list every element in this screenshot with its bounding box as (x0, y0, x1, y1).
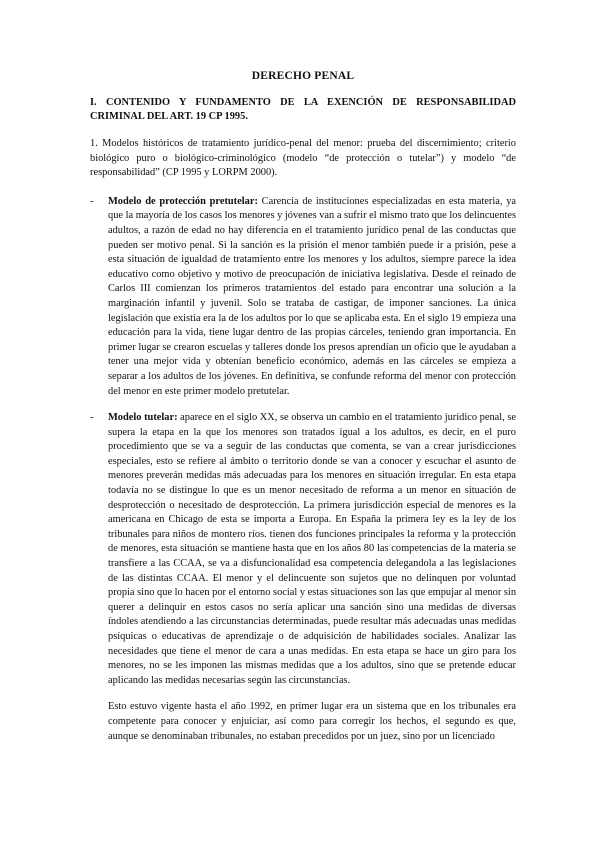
section-heading: I. CONTENIDO Y FUNDAMENTO DE LA EXENCIÓN DE RESPONSABILIDAD CRIMINAL DEL ART. 19 CP 1995. (90, 97, 516, 122)
document-title: DERECHO PENAL (251, 70, 355, 82)
bullet-dash: - (90, 412, 94, 424)
bullet-term: Modelo tutelar: (108, 412, 178, 424)
intro-paragraph: 1. Modelos históricos de tratamiento jurídico-penal del menor: prueba del discernimiento; criterio biológico puro o biológico-criminológico (modelo “de protección o tutelar”) y modelo “de responsabilidad” (CP 1995 y LORPM 2000). (90, 138, 516, 179)
bullet-term: Modelo de protección pretutelar: (108, 195, 258, 207)
bullet-text: Carencia de instituciones especializadas en esta materia, ya que la mayoría de los casos los menores y jóvenes van a sufrir el mismo trato que los delincuentes adultos, a razón de edad no hay diferencia en el tratamiento jurídico penal de las conductas que pueden ser motivo penal. Si la sanción es la prisión el menor también puede ir a prisión, pese a esta situación de igualdad de tratamiento entre los menores y los adultos, siempre parece la idea educativo como objetivo y motivo de preocupación de iniciativa legislativa. Desde el reinado de Carlos III comienzan los primeros tratamientos del estado para encontrar una solución a la marginación infantil y juvenil. Solo se trataba de castigar, de imponer sanciones. La única legislación que existía era la de los adultos por lo que se aplicaba esta. En el siglo 19 empieza una educación para la vida, tiene lugar dentro de las propias cárceles, teniendo gran importancia. En primer lugar se crearon escuelas y talleres donde los presos aprendían un oficio que le ayudaban a tener una mejor vida y obtenían beneficio económico, además en las cárceles se empieza a separar a los adultos de los jóvenes. En definitiva, se confunde reforma del menor con protección del menor en este primer modelo pretutelar. (108, 195, 517, 397)
bullet-pretutelar (90, 195, 516, 399)
bullet-tutelar (90, 411, 516, 688)
bullet-dash: - (90, 195, 94, 207)
bullet-text: aparece en el siglo XX, se observa un cambio en el tratamiento jurídico penal, se supera la etapa en la que los menores son tratados igual a los adultos, es decir, en el puro procedimiento que se va a seguir de las conductas que comenta, se van a crear jurisdicciones especiales, esto se refiere al ámbito o territorio donde se van a conocer y escuchar el asunto de menores preverán medidas más adecuadas para los menores en situación irregular. En esta etapa todavía no se distingue lo que es un menor necesitado de reforma a un menor en situación de desprotección o necesitado de desprotección. La primera jurisdicción especial de menores es la americana en Chicago de esta se importa a Europa. En España la primera ley es la ley de los tribunales para niños de montero ríos. tienen dos funciones principales la reforma y la protección de menores, esta situación se mantiene hasta que en los años 80 las competencias de la materia se transfiere a las CCAA, se va a disfuncionalidad esa competencia delegandola a las legislaciones de las distintas CCAA. El menor y el delincuente son sujetos que no delinquen por voluntad propia sino que lo hacen por el entorno social y estas situaciones son las que empujar al menor sin querer a delinquir en estos casos no sería aplicar una sanción sino una medidas de diversas índoles atendiendo a las circunstancias determinadas, puede resultar más adecuadas unas medidas psíquicas o educativas de aprendizaje o de adquisición de habilidades sociales. Analizar las necesidades que tiene el menor de cara a unas medidas. En esta etapa se hace un giro para los menores, no se les imponen las mismas medidas que a los adultos, sino que se pretende educar aplicando las medidas necesarias según las circunstancias. (108, 412, 517, 686)
closing-paragraph: Esto estuvo vigente hasta el año 1992, en primer lugar era un sistema que en los tribunales era competente para conocer y enjuiciar, así como para corregir los hechos, el segundo es que, aunque se denominaban tribunales, no estaban precedidos por un juez, sino por un licenciado (108, 701, 516, 742)
